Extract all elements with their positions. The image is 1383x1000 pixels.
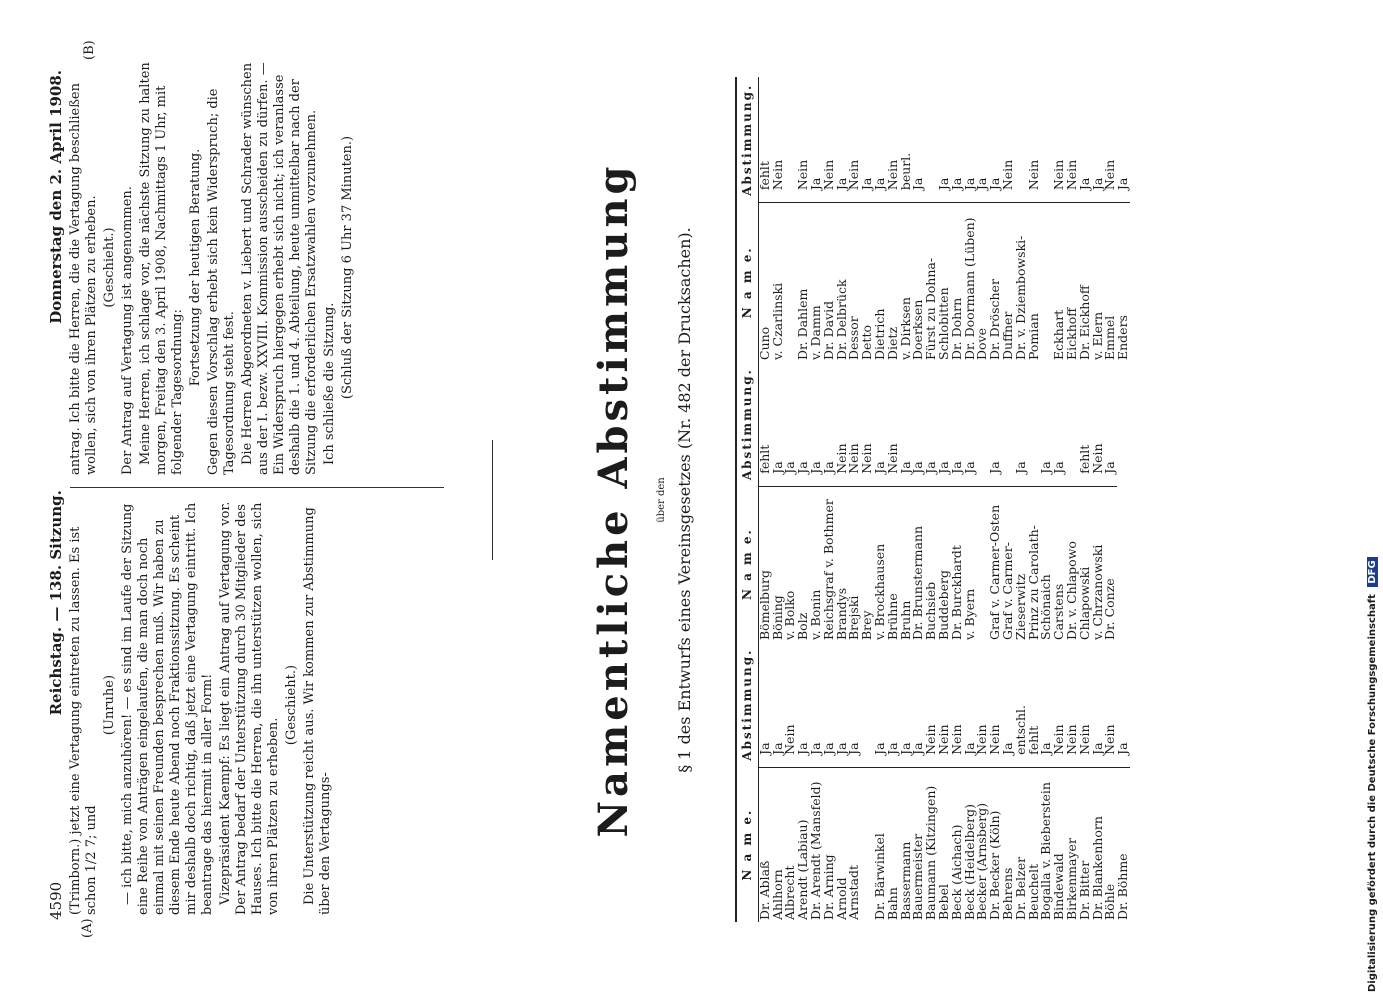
vote-value: Ja: [807, 461, 823, 474]
vote-value: Nein: [1089, 443, 1105, 474]
member-name: v. Brockhausen: [874, 486, 887, 642]
member-name: Dr. Ablaß: [758, 767, 771, 922]
member-name: Beck (Aichach): [951, 767, 964, 922]
vote-value: Ja: [769, 461, 785, 474]
vote-value: Ja: [807, 177, 823, 191]
dfg-credit-text: Digitalisierung gefördert durch die Deutsche Forschungsgemeinschaft: [1367, 594, 1378, 992]
vote-value: Ja: [961, 461, 977, 474]
vote-value: Ja: [1012, 461, 1028, 474]
vote-value: Nein: [1051, 724, 1067, 755]
member-name: Arendt (Labiau): [797, 767, 810, 922]
paragraph: (Geschieht.): [284, 664, 299, 746]
vote-value: Nein: [987, 724, 1003, 755]
margin-marker-a: (A): [80, 918, 95, 938]
paragraph: Die Unterstützung reicht aus. Wir kommen zur Abstimmung über den Vertagungs-: [302, 507, 333, 915]
session-title: Reichstag. — 138. Sitzung.: [47, 490, 65, 716]
member-name: Dietz: [887, 203, 900, 362]
member-name: Dr. Becker (Köln): [989, 767, 1002, 922]
vote-value: Ja: [999, 742, 1015, 755]
vote-value: Ja: [948, 461, 964, 474]
member-name: Cuno: [758, 203, 771, 362]
member-name: Dr. Doormann (Lüben): [964, 203, 977, 362]
member-name: v. Dirksen: [900, 203, 913, 362]
member-name: Becker (Arnsberg): [976, 767, 989, 922]
name-header: N a m e.: [736, 767, 758, 922]
member-name: Pomian: [1028, 203, 1041, 362]
vote-value: Ja: [782, 461, 798, 474]
paragraph: Die Herren Abgeordneten v. Liebert und Schrader wünschen aus der I. bezw. XXVIII. Kommission ausscheiden zu dürfen. — Ein Widerspruch hiergegen erhebt sich nicht; ich veranlasse deshalb die 1. und 4. Abteilung, heute unmittelbar nach der Sitzung die erforderlichen Ersatzwahlen vorzunehmen.: [240, 62, 319, 475]
paragraph: (Geschieht.): [102, 227, 117, 308]
paragraph: Der Antrag auf Vertagung ist angenommen.: [120, 186, 135, 475]
vote-value: Nein: [1025, 159, 1041, 191]
member-name: Bahn: [887, 767, 900, 922]
member-name: Bolz: [797, 486, 810, 642]
member-name: Dr. Burckhardt: [951, 486, 964, 642]
vote-value: Nein: [846, 159, 862, 191]
vote-value: Nein: [1076, 724, 1092, 755]
name-header: N a m e.: [736, 203, 758, 362]
vote-value: Ja: [1089, 742, 1105, 755]
vote-value: Ja: [1102, 461, 1118, 474]
member-name: Schönaich: [1040, 486, 1053, 642]
member-name: Buchsieb: [925, 486, 938, 642]
member-name: Brejski: [848, 486, 861, 642]
member-name: Dr. Arendt (Mansfeld): [810, 767, 823, 922]
vote-value: Ja: [859, 177, 875, 191]
member-name: Dr. Dröscher: [989, 203, 1002, 362]
member-name: Böning: [772, 486, 785, 642]
margin-marker-b: (B): [82, 40, 97, 60]
member-name: Beck (Heidelberg): [964, 767, 977, 922]
member-name: Eckhart: [1053, 203, 1066, 362]
vote-header: Abstimmung.: [736, 362, 758, 486]
member-name: v. Elern: [1092, 203, 1105, 362]
vote-value: Ja: [974, 177, 990, 191]
dfg-logo: DFG: [1367, 557, 1378, 586]
member-name: Brey: [861, 486, 874, 642]
paragraph: antrag. Ich bitte die Herren, die die Vertagung beschließen wollen, sich von ihren Plätzen zu erheben.: [68, 83, 99, 475]
vote-value: Ja: [948, 177, 964, 191]
member-name: Prinz zu Carolath-: [1028, 486, 1041, 642]
vote-value: Nein: [769, 159, 785, 191]
page-header: [47, 70, 65, 920]
vote-value: Nein: [820, 159, 836, 191]
text-column-left: [68, 495, 336, 915]
subtitle-small: über den: [656, 477, 667, 523]
member-name: Arnstadt: [848, 767, 861, 922]
member-name: Behrens: [1002, 767, 1015, 922]
vote-value: Nein: [782, 724, 798, 755]
vote-value: Ja: [820, 742, 836, 755]
vote-value: Nein: [884, 159, 900, 191]
paragraph: Gegen diesen Vorschlag erhebt sich kein Widerspruch; die Tagesordnung steht fest.: [206, 88, 237, 475]
member-name: Dr. Conze: [1104, 486, 1117, 642]
vote-value: Ja: [1089, 177, 1105, 191]
vote-value: Nein: [846, 443, 862, 474]
vote-value: Ja: [935, 177, 951, 191]
vote-value: Nein: [923, 724, 939, 755]
table-row: [848, 642, 861, 922]
table-row: [1028, 77, 1041, 362]
vote-value: Nein: [1063, 159, 1079, 191]
page-number: 4590: [47, 881, 65, 920]
vote-table-2: [735, 362, 1117, 642]
member-name: Dr. Delbrück: [836, 203, 849, 362]
dfg-credit: [1367, 557, 1378, 992]
text-column-right: [68, 60, 358, 475]
member-name: Duffner: [1002, 203, 1015, 362]
member-name: Dr. Eickhoff: [1079, 203, 1092, 362]
vote-value: Ja: [910, 177, 926, 191]
member-name: Bauermeister: [912, 767, 925, 922]
vote-value: Ja: [871, 461, 887, 474]
vote-value: Ja: [769, 742, 785, 755]
member-name: Eickhoff: [1066, 203, 1079, 362]
vote-title: Namentliche Abstimmung: [590, 162, 637, 838]
paragraph: Meine Herren, ich schlage vor, die nächste Sitzung zu halten morgen, Freitag den 3. April 1908, Nachmittags 1 Uhr, mit folgender Tagesordnung:: [138, 62, 185, 475]
vote-header: Abstimmung.: [736, 77, 758, 203]
vote-value: fehlt: [1025, 725, 1041, 755]
table-row: [1092, 642, 1105, 922]
vote-value: Nein: [1051, 159, 1067, 191]
vote-value: Ja: [833, 177, 849, 191]
member-name: Bassermann: [900, 767, 913, 922]
member-name: Dr. v. Dziembowski-: [1015, 203, 1028, 362]
vote-value: Ja: [871, 177, 887, 191]
table-row: [887, 362, 900, 642]
paragraph: Vizepräsident Kaempf: Es liegt ein Antrag auf Vertagung vor. Der Antrag bedarf der Unterstützung durch 30 Mitglieder des Hauses. Ich bitte die Herren, die ihn unterstützen wollen, sich von ihren Plätzen zu erheben.: [218, 501, 281, 915]
member-name: Bogalla v. Bieberstein: [1040, 767, 1053, 922]
vote-value: Ja: [910, 461, 926, 474]
member-name: v. Byern: [964, 486, 977, 642]
member-name: Enders: [1117, 203, 1130, 362]
member-name: Bebel: [938, 767, 951, 922]
member-name: Schlobitten: [938, 203, 951, 362]
member-name: Ahlhorn: [772, 767, 785, 922]
member-name: Carstens: [1053, 486, 1066, 642]
table-row: [925, 642, 938, 922]
vote-value: entschl.: [1012, 704, 1028, 755]
member-name: Dr. David: [823, 203, 836, 362]
vote-value: Ja: [961, 177, 977, 191]
member-name: Böhle: [1104, 767, 1117, 922]
member-name: Detto: [861, 203, 874, 362]
vote-table-3: [735, 77, 1130, 362]
vote-value: Nein: [1102, 724, 1118, 755]
vote-value: Nein: [999, 159, 1015, 191]
vote-value: Nein: [859, 443, 875, 474]
vote-value: Ja: [1115, 742, 1131, 755]
vote-value: Ja: [1076, 177, 1092, 191]
vote-value: fehlt: [1076, 444, 1092, 474]
member-name: Baumann (Kitzingen): [925, 767, 938, 922]
paragraph: (Unruhe): [102, 674, 117, 736]
vote-value: Ja: [756, 742, 772, 755]
vote-value: Ja: [1051, 461, 1067, 474]
vote-value: Ja: [884, 742, 900, 755]
member-name: Dr. Dohrn: [951, 203, 964, 362]
member-name: Bindewald: [1053, 767, 1066, 922]
vote-value: Ja: [871, 742, 887, 755]
member-name: Brandys: [836, 486, 849, 642]
vote-value: Ja: [807, 742, 823, 755]
vote-value: Ja: [897, 461, 913, 474]
member-name: Dr. Dahlem: [797, 203, 810, 362]
vote-value: Ja: [1115, 177, 1131, 191]
member-name: Dr. Bitter: [1079, 767, 1092, 922]
column-divider: [70, 487, 444, 488]
member-name: Brühne: [887, 486, 900, 642]
paragraph: (Schluß der Sitzung 6 Uhr 37 Minuten.): [340, 135, 355, 400]
vote-value: Ja: [923, 461, 939, 474]
member-name: Graf v. Carmer-Osten: [989, 486, 1002, 642]
vote-value: Ja: [1038, 742, 1054, 755]
member-name: Emmel: [1104, 203, 1117, 362]
vote-value: Nein: [833, 443, 849, 474]
vote-value: fehlt: [756, 444, 772, 474]
vote-header: Abstimmung.: [736, 642, 758, 767]
paragraph: — ich bitte, mich anzuhören! — es sind im Laufe der Sitzung eine Reihe von Anträgen eingelaufen, die man doch noch einmal mit seinen Freunden besprechen muß. Wir haben zu diesem Ende heute Abend noch Fraktionssitzung. Es scheint mir deshalb doch richtig, daß jetzt eine Vertagung eintritt. Ich beantrage das hiermit in aller Form!: [120, 502, 215, 915]
member-name: Dove: [976, 203, 989, 362]
vote-table-1: [735, 642, 1130, 922]
vote-value: Ja: [935, 461, 951, 474]
member-name: Dr. Brunstermann: [912, 486, 925, 642]
vote-value: Ja: [961, 742, 977, 755]
member-name: Buddeberg: [938, 486, 951, 642]
separator-rule: [492, 440, 493, 560]
vote-value: Nein: [948, 724, 964, 755]
vote-value: Nein: [1102, 159, 1118, 191]
vote-value: Ja: [820, 461, 836, 474]
member-name: Dr. v. Chlapowo: [1066, 486, 1079, 642]
member-name: Albrecht: [784, 767, 797, 922]
vote-value: Ja: [1038, 461, 1054, 474]
member-name: Dr. Belzer: [1015, 767, 1028, 922]
paragraph: Ich schließe die Sitzung.: [322, 302, 337, 465]
table-row: [848, 77, 861, 362]
vote-value: Ja: [795, 461, 811, 474]
member-name: Dietrich: [874, 203, 887, 362]
vote-value: Ja: [833, 742, 849, 755]
table-row: [964, 77, 977, 362]
member-name: Birkenmayer: [1066, 767, 1079, 922]
vote-value: Nein: [935, 724, 951, 755]
member-name: Beuchelt: [1028, 767, 1041, 922]
table-row: [848, 362, 861, 642]
name-header: N a m e.: [736, 486, 758, 642]
vote-value: Nein: [795, 159, 811, 191]
member-name: Zieserwitz: [1015, 486, 1028, 642]
vote-value: Ja: [910, 742, 926, 755]
table-row: [1117, 642, 1130, 922]
table-row: [874, 77, 887, 362]
member-name: Bruhn: [900, 486, 913, 642]
vote-value: Nein: [974, 724, 990, 755]
table-row: [784, 362, 797, 642]
paragraph: Fortsetzung der heutigen Beratung.: [188, 148, 203, 387]
member-name: Graf v. Carmer-: [1002, 486, 1015, 642]
vote-value: Ja: [897, 742, 913, 755]
member-name: Arnold: [836, 767, 849, 922]
vote-value: Nein: [884, 443, 900, 474]
member-name: Dr. Böhme: [1117, 767, 1130, 922]
member-name: v. Chrzanowski: [1092, 486, 1105, 642]
member-name: Doerksen: [912, 203, 925, 362]
subtitle: § 1 des Entwurfs eines Vereinsgesetzes (Nr. 482 der Drucksachen).: [675, 227, 694, 773]
vote-value: Ja: [987, 461, 1003, 474]
table-row: [1117, 77, 1130, 362]
vote-value: Ja: [987, 177, 1003, 191]
member-name: v. Bonin: [810, 486, 823, 642]
member-name: Fürst zu Dohna-: [925, 203, 938, 362]
vote-value: beurl.: [897, 152, 913, 191]
vote-value: Ja: [795, 742, 811, 755]
member-name: Dessor: [848, 203, 861, 362]
member-name: v. Bolko: [784, 486, 797, 642]
member-name: Reichsgraf v. Bothmer: [823, 486, 836, 642]
member-name: Chlapowski: [1079, 486, 1092, 642]
vote-value: Nein: [1063, 724, 1079, 755]
table-row: [1104, 362, 1117, 642]
member-name: v. Czarlinski: [772, 203, 785, 362]
member-name: Dr. Bärwinkel: [874, 767, 887, 922]
vote-value: fehlt: [756, 161, 772, 191]
table-row: [964, 362, 977, 642]
member-name: Dr. Blankenhorn: [1092, 767, 1105, 922]
member-name: Dr. Arning: [823, 767, 836, 922]
vote-value: Ja: [846, 742, 862, 755]
member-name: Bömelburg: [758, 486, 771, 642]
session-date: Donnerstag den 2. April 1908.: [47, 70, 65, 324]
table-row: [772, 77, 785, 362]
paragraph: (Trimborn.) jetzt eine Vertagung eintreten zu lassen. Es ist schon 1/2 7; und: [68, 526, 99, 915]
table-row: [874, 642, 887, 922]
member-name: v. Damm: [810, 203, 823, 362]
